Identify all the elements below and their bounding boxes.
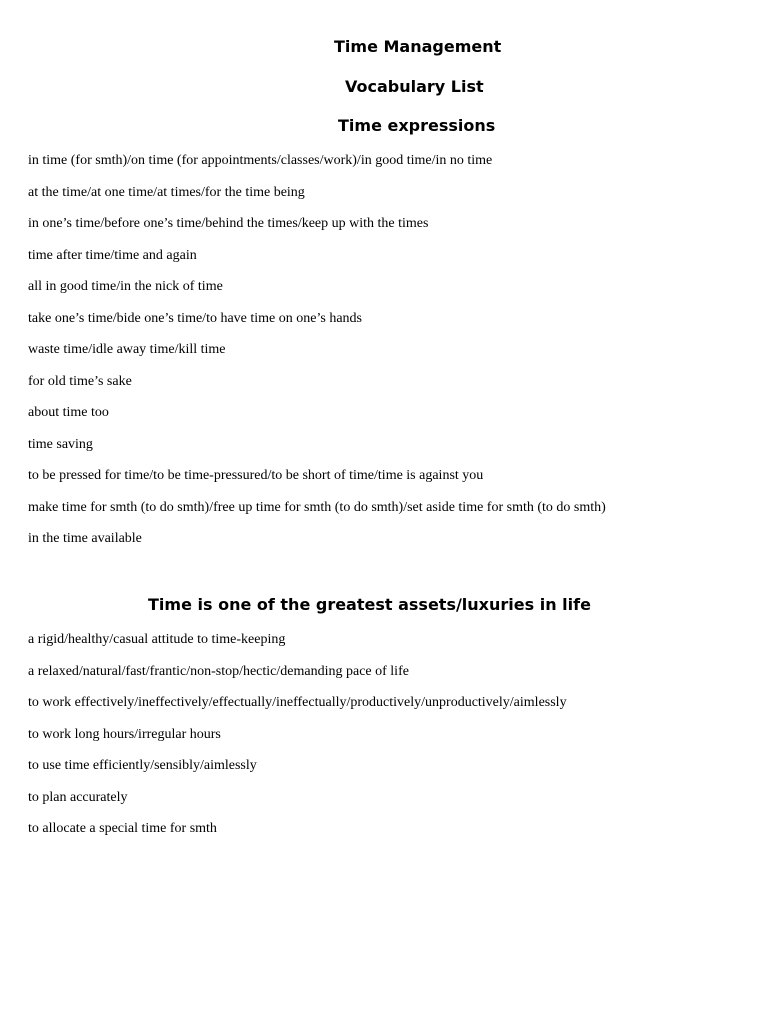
list-item: to be pressed for time/to be time-pressured/to be short of time/time is against you [28,468,484,483]
list-item: all in good time/in the nick of time [28,279,223,294]
list-item: to work effectively/ineffectively/effectually/ineffectually/productively/unproductively/aimlessly [28,695,567,710]
list-item: in time (for smth)/on time (for appointments/classes/work)/in good time/in no time [28,153,493,168]
list-item: for old time’s sake [28,373,132,389]
list-item: a relaxed/natural/fast/frantic/non-stop/hectic/demanding pace of life [28,663,409,679]
list-item: to allocate a special time for smth [28,821,217,836]
list-item: at the time/at one time/at times/for the time being [28,184,305,200]
list-item: a rigid/healthy/casual attitude to time-keeping [28,632,286,647]
list-item: take one’s time/bide one’s time/to have time on one’s hands [28,310,362,326]
document-title: Time Management [334,37,502,56]
list-item: to use time efficiently/sensibly/aimlessly [28,758,257,773]
time-assets-list [28,631,567,852]
document-subtitle: Vocabulary List [345,77,484,96]
list-item: to plan accurately [28,789,128,805]
section-heading-greatest-assets: Time is one of the greatest assets/luxuries in life [148,595,591,614]
time-expressions-list [28,152,606,562]
list-item: in one’s time/before one’s time/behind the times/keep up with the times [28,216,429,231]
list-item: about time too [28,405,109,420]
section-heading-time-expressions: Time expressions [338,116,496,135]
list-item: time after time/time and again [28,247,197,263]
list-item: make time for smth (to do smth)/free up time for smth (to do smth)/set aside time for smth (to do smth) [28,499,606,515]
list-item: time saving [28,436,93,452]
list-item: to work long hours/irregular hours [28,726,221,742]
list-item: waste time/idle away time/kill time [28,342,226,357]
list-item: in the time available [28,531,142,546]
